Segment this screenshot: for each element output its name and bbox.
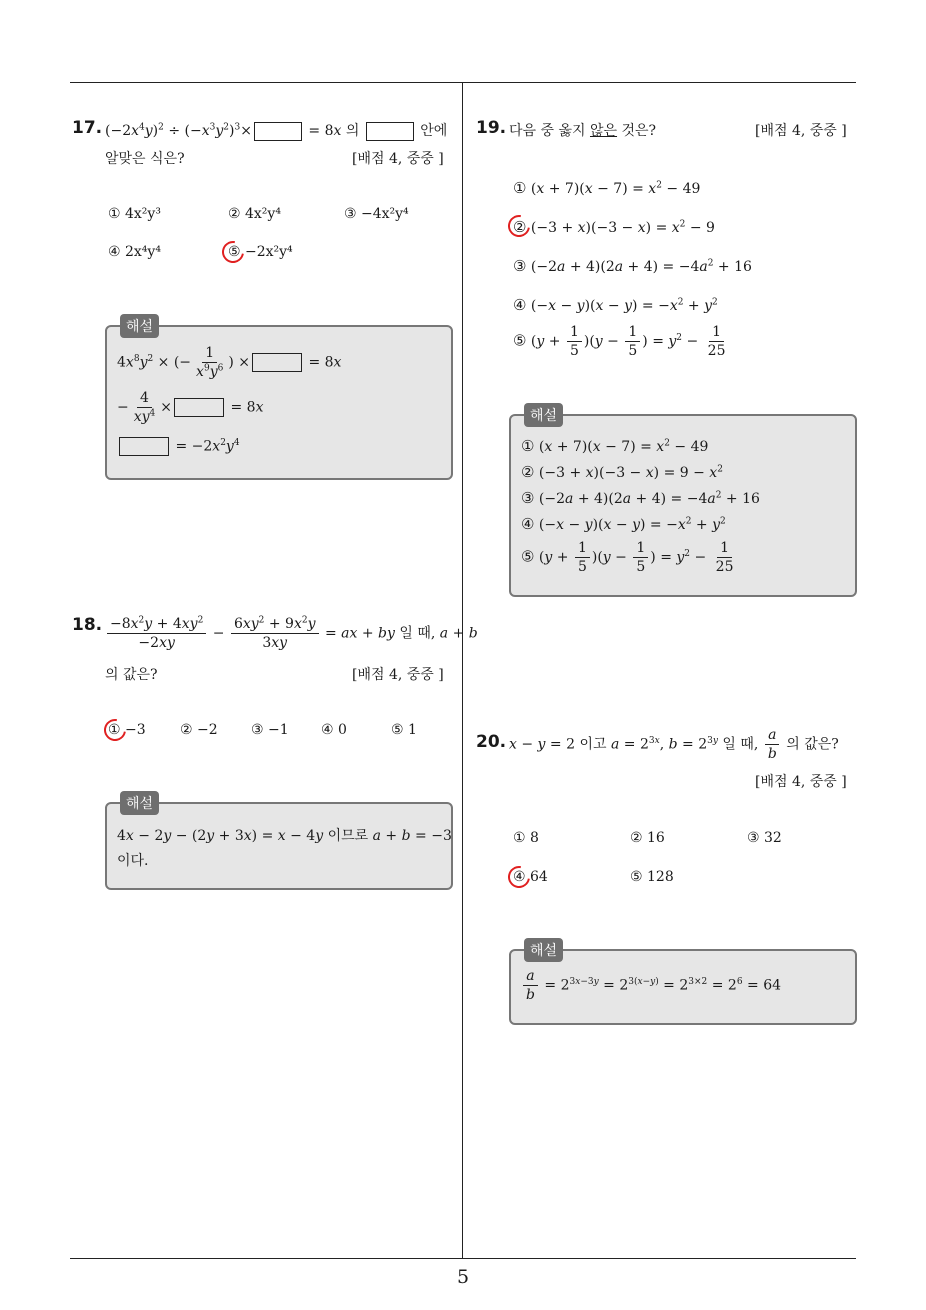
q18-sol-word: 이므로 xyxy=(327,828,369,844)
q17-blank-2 xyxy=(366,122,414,141)
q19-solution-label: 해설 xyxy=(524,403,563,427)
q18-option-3[interactable]: ③ −1 xyxy=(251,722,289,738)
q20-option-5[interactable]: ⑤ 128 xyxy=(630,869,674,885)
q19-option-1[interactable]: ① $(x + 7)(x - 7) = x^2 - 49$ xyxy=(513,179,701,197)
top-rule xyxy=(70,82,856,83)
q20-number: 20. xyxy=(476,732,507,752)
q18-option-1[interactable]: ① −3 xyxy=(108,722,146,738)
page-number: 5 xyxy=(456,1266,470,1288)
q17-option-5[interactable]: ⑤ −2x²y⁴ xyxy=(228,244,293,260)
q17-sol-line2: − $\frac{4}{xy^4}$ × = 8x xyxy=(117,390,264,426)
q18-option-2[interactable]: ② −2 xyxy=(180,722,218,738)
q20-sol-line1: $\frac{a}{b}$ = $2^{3x-3y} = 2^{3(x-y)} = 2^{3\times 2} = 2^6 = 64$ xyxy=(521,968,781,1003)
q18-stem-word: 일 때, xyxy=(399,625,436,642)
q20-stem-b: 일 때, xyxy=(722,736,759,753)
q20-stem: x − y = 2 이고 $a = 2^{3x}$, $b = 2^{3y}$ 일 때, $\frac{a}{b}$ 의 값은? xyxy=(509,727,839,763)
q20-option-3[interactable]: ③ 32 xyxy=(747,830,782,846)
q18-stem-line1: $\frac{-8x^2y + 4xy^2}{-2xy}$ − $\frac{6xy^2 + 9x^2y}{3xy}$ = ax + by 일 때, a + b xyxy=(105,616,478,651)
q18-solution-box xyxy=(105,802,453,890)
q20-solution-label: 해설 xyxy=(524,938,563,962)
q17-stem-line2: 알맞은 식은? xyxy=(105,151,185,167)
q18-sol-line2: 이다. xyxy=(117,853,149,869)
q18-answer-mark-icon xyxy=(100,715,131,746)
q18-option-5[interactable]: ⑤ 1 xyxy=(391,722,417,738)
q19-stem-end: 것은? xyxy=(621,123,657,139)
q19-sol-line4: ④ $(-x - y)(x - y) = -x^2 + y^2$ xyxy=(521,515,726,533)
q17-sol-line1: $4x^8y^2$ × (− $\frac{1}{x^9y^6}$ ) × = 8x xyxy=(117,345,342,381)
q17-option-2[interactable]: ② 4x²y⁴ xyxy=(228,206,281,222)
q19-sol-line2: ② $(-3 + x)(-3 - x) = 9 - x^2$ xyxy=(521,463,723,481)
q17-option-4[interactable]: ④ 2x⁴y⁴ xyxy=(108,244,161,260)
q17-option-3[interactable]: ③ −4x²y⁴ xyxy=(344,206,409,222)
q18-score: [배점 4, 중중 ] xyxy=(352,667,444,683)
q20-option-4[interactable]: ④ 64 xyxy=(513,869,548,885)
q19-stem-text: 다음 중 옳지 xyxy=(509,123,586,139)
q17-answer-mark-icon xyxy=(218,237,249,268)
q20-answer-mark-icon xyxy=(504,862,535,893)
q17-number: 17. xyxy=(72,118,103,138)
q20-option-2[interactable]: ② 16 xyxy=(630,830,665,846)
q18-option-4[interactable]: ④ 0 xyxy=(321,722,347,738)
q17-option-1[interactable]: ① 4x²y³ xyxy=(108,206,161,222)
q19-stem-underline: 않은 xyxy=(589,123,618,139)
q17-sol-line3: = $-2x^2y^4$ xyxy=(117,437,240,456)
q19-option-4[interactable]: ④ $(-x - y)(x - y) = -x^2 + y^2$ xyxy=(513,296,718,314)
q18-sol-line1: 4x − 2y − (2y + 3x) = x − 4y 이므로 a + b = −3 xyxy=(117,828,452,844)
q19-sol-line5: ⑤ (y + $\frac{1}{5}$ )(y − $\frac{1}{5}$ ) = $y^2$ − $\frac{1}{25}$ xyxy=(521,540,734,576)
q17-stem-line1: $(-2x^4y)^2 \div (-x^3y^2)^3\times = 8x$ 의 안에 xyxy=(105,122,448,139)
q20-stem-a: 이고 xyxy=(579,736,607,753)
q18-number: 18. xyxy=(72,615,103,635)
q17-score: [배점 4, 중중 ] xyxy=(352,151,444,167)
q19-option-3[interactable]: ③ $(-2a + 4)(2a + 4) = -4a^2 + 16$ xyxy=(513,257,752,275)
q19-sol-line3: ③ $(-2a + 4)(2a + 4) = -4a^2 + 16$ xyxy=(521,489,760,507)
column-divider xyxy=(462,83,463,1258)
q19-option-2[interactable]: ② $(-3 + x)(-3 - x) = x^2 - 9$ xyxy=(513,218,715,236)
q20-score: [배점 4, 중중 ] xyxy=(755,774,847,790)
q19-stem xyxy=(509,120,656,140)
q19-sol-line1: ① $(x + 7)(x - 7) = x^2 - 49$ xyxy=(521,437,709,455)
bottom-rule xyxy=(70,1258,856,1259)
q19-number: 19. xyxy=(476,118,507,138)
q17-blank-1 xyxy=(254,122,302,141)
q18-stem-line2: 의 값은? xyxy=(105,667,158,683)
q20-option-1[interactable]: ① 8 xyxy=(513,830,539,846)
q17-solution-label: 해설 xyxy=(120,314,159,338)
q20-stem-c: 의 값은? xyxy=(786,736,839,753)
q19-score: [배점 4, 중중 ] xyxy=(755,123,847,139)
q18-solution-label: 해설 xyxy=(120,791,159,815)
q19-answer-mark-icon xyxy=(504,211,535,242)
q19-option-5[interactable]: ⑤ (y + $\frac{1}{5}$ )(y − $\frac{1}{5}$ ) = $y^2$ − $\frac{1}{25}$ xyxy=(513,324,726,360)
q17-stem-end: 안에 xyxy=(420,123,448,139)
